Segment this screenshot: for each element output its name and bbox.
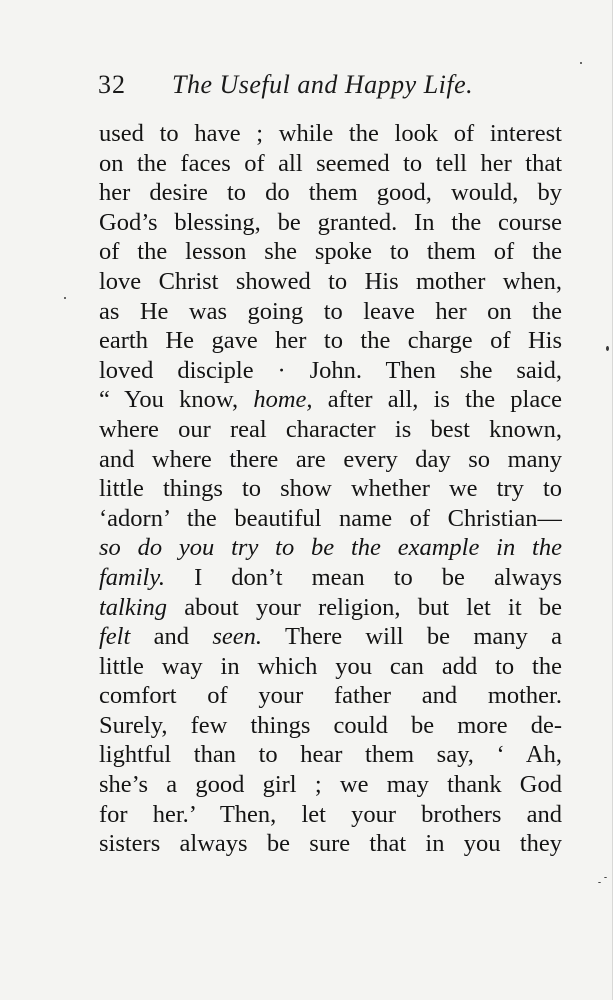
text-line	[99, 326, 562, 356]
paper-speck	[580, 62, 582, 64]
text-line	[99, 652, 562, 682]
text-line	[99, 356, 562, 386]
text-run: for her.’ Then, let your brothers and	[99, 800, 562, 828]
text-line	[99, 149, 562, 179]
text-run: sisters always be sure that in you they	[99, 830, 562, 858]
text-line	[99, 474, 562, 504]
running-title: The Useful and Happy Life.	[172, 70, 474, 99]
text-line	[99, 385, 562, 415]
text-line	[99, 533, 562, 563]
text-line	[99, 622, 562, 652]
text-run: she’s a good girl ; we may thank God	[99, 771, 562, 799]
text-line	[99, 119, 562, 149]
text-line	[99, 593, 562, 623]
body-text	[99, 119, 562, 859]
text-run: loved disciple · John. Then she said,	[99, 356, 562, 384]
text-line	[99, 740, 562, 770]
paper-speck	[604, 877, 607, 878]
text-line	[99, 829, 562, 859]
paper-speck	[606, 346, 609, 351]
text-run: God’s blessing, be granted. In the course	[99, 208, 562, 236]
italic-run: so do you try to be the example in the	[99, 534, 562, 562]
text-line	[99, 415, 562, 445]
text-run: little way in which you can add to the	[99, 652, 562, 680]
text-run: of the lesson she spoke to them of the	[99, 238, 562, 266]
text-run: used to have ; while the look of interest	[99, 120, 562, 147]
text-run: Surely, few things could be more de-	[99, 711, 562, 739]
text-run: on the faces of all seemed to tell her that	[99, 149, 562, 177]
italic-run: home,	[253, 386, 313, 414]
text-line	[99, 563, 562, 593]
text-line	[99, 770, 562, 800]
text-line	[99, 504, 562, 534]
text-line	[99, 267, 562, 297]
text-run: and where there are every day so many	[99, 445, 562, 473]
paper-speck	[598, 882, 601, 883]
text-line	[99, 681, 562, 711]
text-run: her desire to do them good, would, by	[99, 179, 562, 207]
text-run: and	[130, 623, 213, 651]
text-run: where our real character is best known,	[99, 415, 562, 443]
text-line	[99, 208, 562, 238]
text-line	[99, 237, 562, 267]
text-run: “ You know,	[99, 386, 254, 414]
text-run: earth He gave her to the charge of His	[99, 327, 562, 355]
text-run: There will be many a	[262, 623, 562, 651]
text-line	[99, 445, 562, 475]
text-run: ‘adorn’ the beautiful name of Christian—	[99, 504, 562, 532]
text-line	[99, 711, 562, 741]
text-run: comfort of your father and mother.	[99, 682, 562, 710]
italic-run: felt	[99, 623, 131, 651]
running-head	[98, 66, 528, 106]
italic-run: seen.	[212, 623, 263, 651]
text-line	[99, 178, 562, 208]
text-line	[99, 800, 562, 830]
paper-speck	[64, 297, 66, 299]
italic-run: talking	[99, 593, 168, 621]
text-run: love Christ showed to His mother when,	[99, 267, 562, 295]
italic-run: family.	[99, 563, 166, 591]
text-run: I don’t mean to be always	[165, 563, 562, 591]
text-run: little things to show whether we try to	[99, 475, 562, 503]
text-run: lightful than to hear them say, ‘ Ah,	[99, 741, 562, 769]
page-number: 32	[98, 70, 126, 99]
text-run: about your religion, but let it be	[167, 593, 562, 621]
text-line	[99, 297, 562, 327]
text-run: after all, is the place	[312, 386, 562, 414]
text-run: as He was going to leave her on the	[99, 297, 562, 325]
